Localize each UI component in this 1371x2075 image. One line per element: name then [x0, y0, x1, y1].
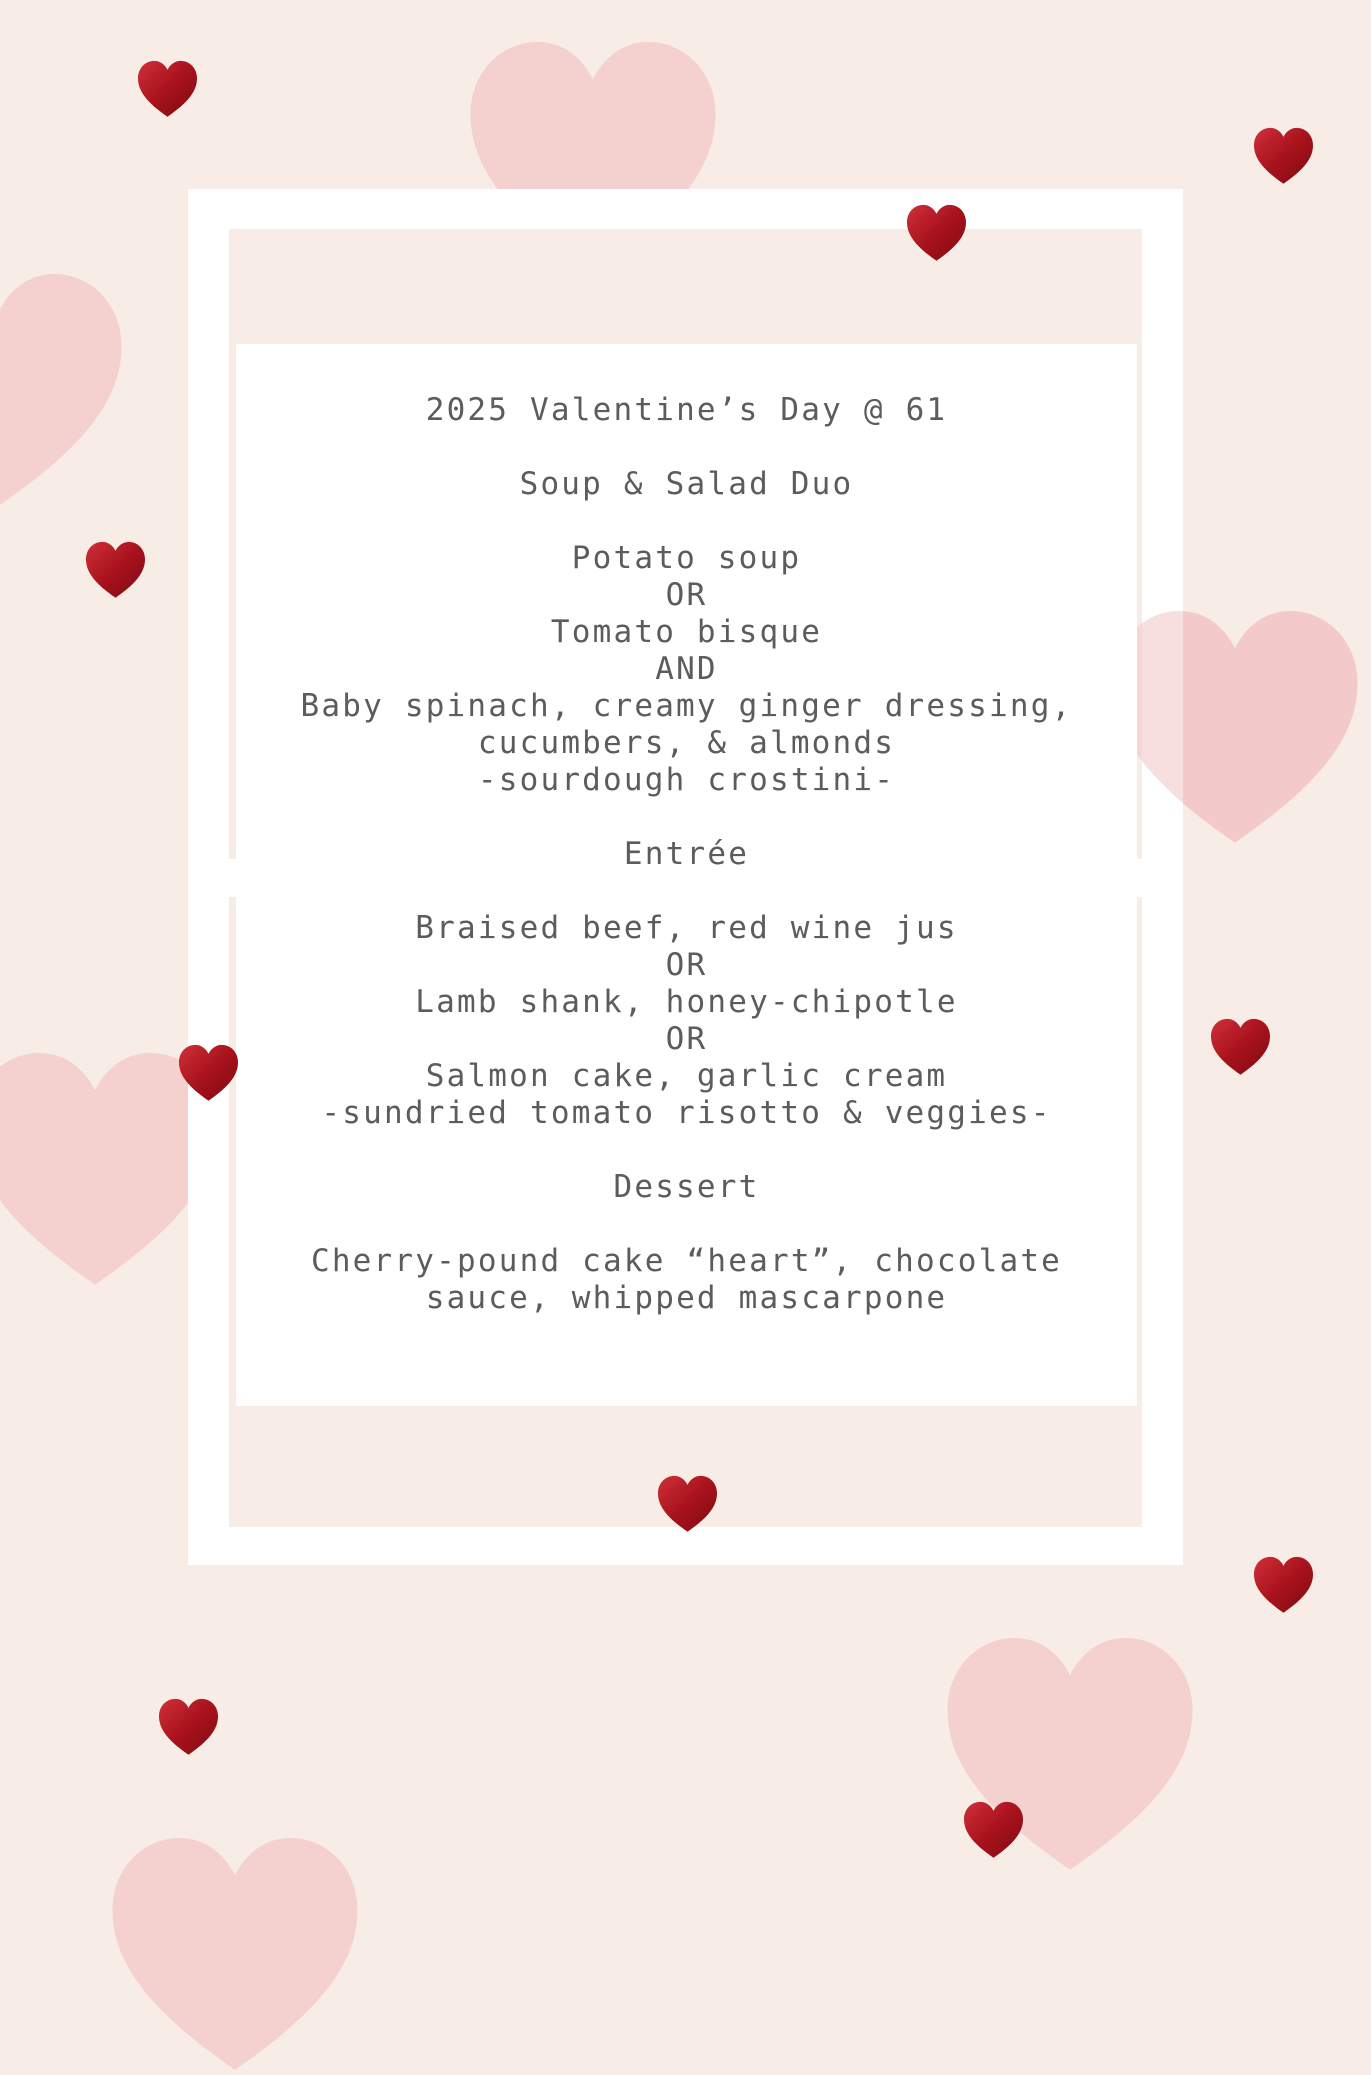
menu-item: Potato soup	[571, 540, 802, 576]
menu-item: -sundried tomato risotto & veggies-	[321, 1095, 1052, 1131]
pink-heart-icon	[0, 266, 138, 511]
glitter-heart-icon	[1250, 1555, 1317, 1614]
menu-item: Cherry-pound cake “heart”, chocolate	[310, 1243, 1063, 1279]
menu-item: Lamb shank, honey-chipotle	[415, 984, 958, 1020]
glitter-heart-icon	[1207, 1017, 1274, 1076]
menu-item: OR	[665, 947, 708, 983]
glitter-heart-icon	[654, 1474, 721, 1533]
glitter-heart-icon	[903, 203, 970, 262]
menu-item: -sourdough crostini-	[477, 762, 896, 798]
menu-item: cucumbers, & almonds	[477, 725, 896, 761]
section-heading: Entrée	[623, 836, 750, 872]
pink-heart-icon	[1100, 603, 1370, 848]
glitter-heart-icon	[82, 540, 149, 599]
menu-item: Tomato bisque	[550, 614, 823, 650]
menu-item: Salmon cake, garlic cream	[425, 1058, 948, 1094]
menu-item: Braised beef, red wine jus	[415, 910, 958, 946]
pink-heart-icon	[100, 1830, 370, 2075]
menu-item: Baby spinach, creamy ginger dressing,	[300, 688, 1073, 724]
section-heading: Dessert	[613, 1169, 760, 1205]
glitter-heart-icon	[1250, 126, 1317, 185]
menu-item: OR	[665, 577, 708, 613]
menu-title: 2025 Valentine’s Day @ 61	[425, 392, 948, 428]
menu-item: sauce, whipped mascarpone	[425, 1280, 948, 1316]
glitter-heart-icon	[134, 59, 201, 118]
glitter-heart-icon	[960, 1800, 1027, 1859]
glitter-heart-icon	[155, 1697, 222, 1756]
glitter-heart-icon	[175, 1043, 242, 1102]
menu-content	[236, 392, 1137, 1317]
menu-item: OR	[665, 1021, 708, 1057]
menu-item: AND	[655, 651, 718, 687]
section-heading: Soup & Salad Duo	[519, 466, 854, 502]
